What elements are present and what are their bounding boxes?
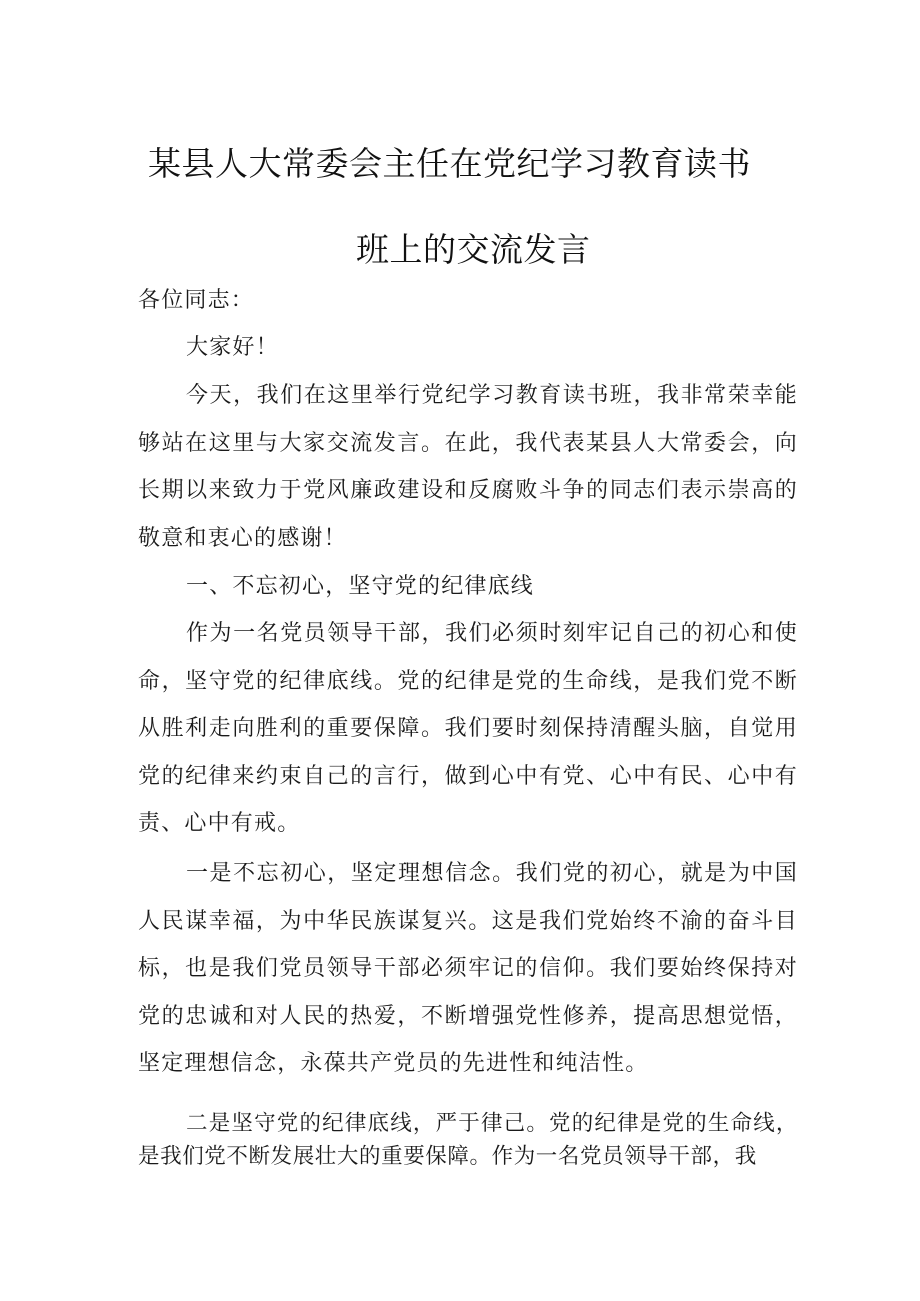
paragraph-point1: 一是不忘初心，坚定理想信念。我们党的初心，就是为中国人民谋幸福，为中华民族谋复兴。这是我们党始终不渝的奋斗目标，也是我们党员领导干部必须牢记的信仰。我们要始终保持对党的忠诚和对人民的热爱，不断增强党性修养，提高思想觉悟，坚定理想信念，永葆共产党员的先进性和纯洁性。 [138,861,798,1077]
document-title-line2: 班上的交流发言 [356,230,591,269]
greeting: 大家好！ [186,335,279,360]
document-title-line1: 某县人大常委会主任在党纪学习教育读书 [148,144,751,183]
paragraph-intro: 今天，我们在这里举行党纪学习教育读书班，我非常荣幸能够站在这里与大家交流发言。在此，我代表某县人大常委会，向长期以来致力于党风廉政建设和反腐败斗争的同志们表示崇高的敬意和衷心的感谢！ [138,383,798,551]
paragraph-point2: 二是坚守党的纪律底线，严于律己。党的纪律是党的生命线，是我们党不断发展壮大的重要保障。作为一名党员领导干部，我 [138,1111,798,1169]
section-heading-1: 一、不忘初心，坚守党的纪律底线 [186,574,535,599]
paragraph-section1: 作为一名党员领导干部，我们必须时刻牢记自己的初心和使命，坚守党的纪律底线。党的纪律是党的生命线，是我们党不断从胜利走向胜利的重要保障。我们要时刻保持清醒头脑，自觉用党的纪律来约束自己的言行，做到心中有党、心中有民、心中有责、心中有戒。 [138,621,798,837]
salutation: 各位同志： [138,288,255,313]
